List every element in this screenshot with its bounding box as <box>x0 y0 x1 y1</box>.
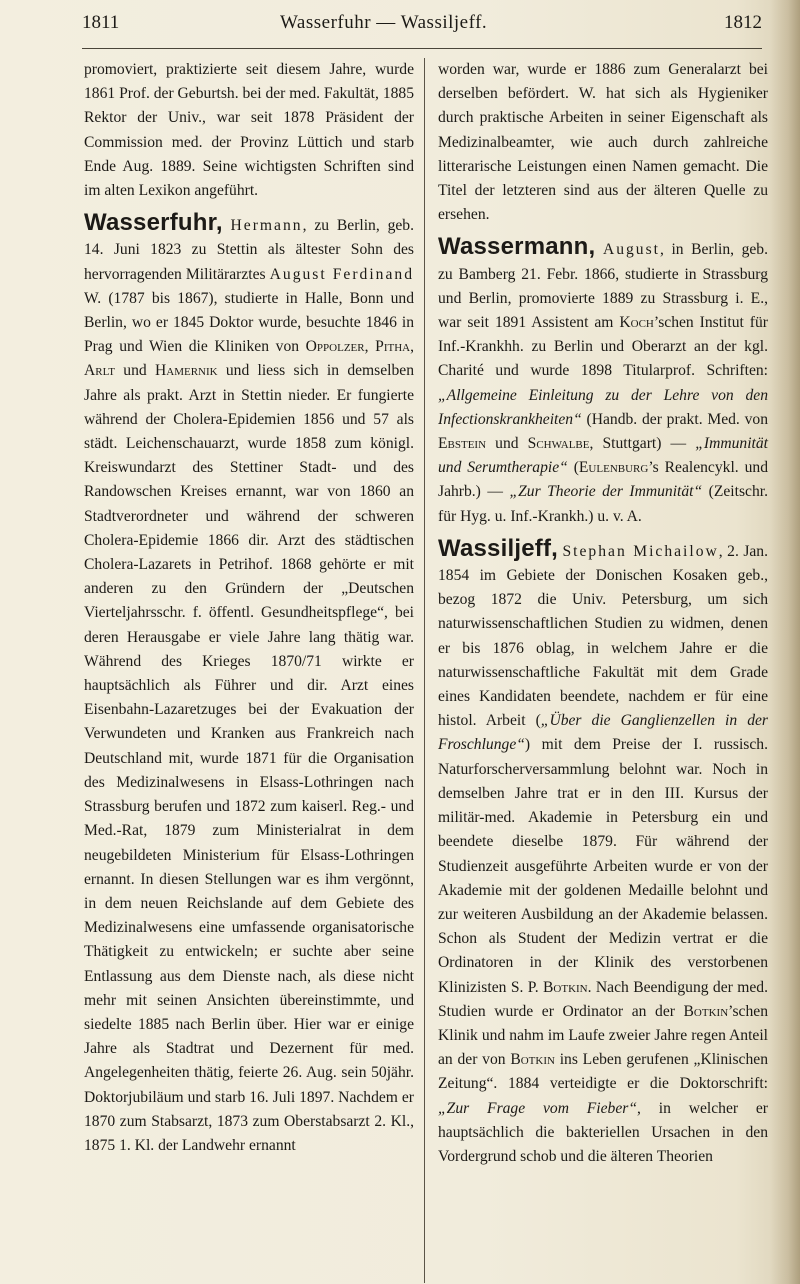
father-name: August Ferdinand <box>269 265 414 283</box>
entry-text: ’schen Klinik und nahm im Laufe zweier Jahre regen Anteil an der von <box>438 1002 768 1069</box>
entry-text: W. (1787 bis 1867), studierte in Halle, Bonn und Berlin, wo er 1845 Doktor wurde, besuchte 1846 in Prag und Wien die Kliniken von <box>84 289 414 356</box>
person-name: Botkin <box>510 1051 555 1069</box>
person-name: Koch <box>619 314 654 332</box>
entry-text: , zu Berlin, geb. 14. Juni 1823 zu Stettin als ältester Sohn des hervorragenden Militärarztes <box>84 217 414 283</box>
entry-text: und <box>486 435 528 453</box>
given-name: Stephan Michailow <box>562 542 719 560</box>
entry-text: (Zeitschr. für Hyg. u. Inf.-Krankh.) u. v. A. <box>438 483 768 525</box>
entry-name: Wasserfuhr, <box>84 209 223 237</box>
person-name: Ebstein <box>438 435 487 453</box>
page-number-right: 1812 <box>724 12 762 33</box>
work-title: „Immunität und Serumtherapie“ <box>438 435 769 477</box>
entry-text: (Handb. der prakt. Med. von <box>581 410 768 428</box>
entry-wassermann <box>438 235 768 528</box>
entry-text: ( <box>567 459 579 477</box>
person-name: Botkin <box>543 978 588 996</box>
entry-text: , in welcher er hauptsächlich die bakteriellen Ursachen in den Vordergrund schob und die älteren Theorien <box>438 1099 769 1165</box>
work-title: „Zur Theorie der Immunität“ <box>509 483 703 501</box>
given-name: August <box>602 241 660 259</box>
person-name: Eulenburg <box>578 459 649 477</box>
left-column <box>84 58 414 1158</box>
entry-text: und liess sich in demselben Jahre als prakt. Arzt in Stettin nieder. Er fungierte während der Cholera-Epidemien 1856 und 57 als städt. Leichenschauarzt, wurde 1858 zum königl. Kreiswundarzt des Stettiner Stadt- und des Randowschen Kreises ernannt, war von 1860 an Stadtverordneter und während der schweren Cholera-Epidemie 1866 dir. Arzt des städtischen Cholera-Lazarets in Petrihof. 1868 gehörte er mit anderen zu den Gründern der „Deutschen Vierteljahrsschr. f. öffentl. Gesundheitspflege“, bei deren Herausgabe er viele Jahre lang thätig war. Während des Krieges 1870/71 wirkte er hauptsächlich als Führer und dir. Arzt eines Eisenbahn-Lazaretzuges bei der Evakuation der Verwundeten und Kranken aus Frankreich nach Deutschland mit, wurde 1871 für die Organisation des Medizinalwesens in Elsass-Lothringen nach Strassburg berufen und 1872 zum kaiserl. Reg.- und Med.-Rat, 1879 zum Ministerialrat in dem neugebildeten Ministerium für Elsass-Lothringen ernannt. In diesen Stellungen war es ihm vergönnt, in dem neuen Reichslande auf dem Gebiete des Medizinalwesens eine umfassende organisatorische Thätigkeit zu entwickeln; er suchte aber seine Entlassung aus dem Dienste nach, als diese nicht mehr mit seinen Ansichten übereinstimmte, und siedelte 1885 nach Berlin über. Hier war er einige Jahre als Stadtrat und Dezernent für med. Angelegenheiten thätig, feierte 26. Aug. sein 50jähr. Doktorjubiläum und starb 16. Juli 1897. Nachdem er 1870 zum Stabsarzt, 1873 zum Oberstabsarzt 2. Kl., 1875 1. Kl. der Landwehr ernannt <box>84 362 415 1154</box>
entry-text: . Nach Beendigung der med. Studien wurde er Ordinator an der <box>438 978 768 1020</box>
entry-text: , 2. Jan. 1854 im Gebiete der Donischen Kosaken geb., bezog 1872 die Univ. Petersburg, um sich naturwissenschaftlichen Studien zu widmen, denen er bis 1876 oblag, in welchem Jahre er die naturwissenschaftliche Fakultät mit dem Grade eines Kandidaten beendete, nachdem er für eine histol. Arbeit ( <box>438 542 769 730</box>
person-name: Hamernik <box>154 362 218 380</box>
entry-text: ) mit dem Preise der I. russisch. Naturforscherversammlung belohnt war. Noch in demselben Jahre trat er in den III. Kursus der militär-med. Akademie in Petersburg ein und beendete dieselbe 1879. Für während der Studienzeit ausgeführte Arbeiten wurde er von der Akademie mit der goldenen Medaille belohnt und zur weiteren Ausbildung an der Akademie belassen. Schon als Student der Medizin vertrat er die Ordinatoren in der Klinik des verstorbenen Klinizisten S. P. <box>438 736 768 996</box>
entry-text: ’s Realencykl. und Jahrb.) — <box>438 459 768 501</box>
column-divider <box>424 58 425 1283</box>
continued-entry-text: promoviert, praktizierte seit diesem Jahre, wurde 1861 Prof. der Geburtsh. bei der med. Fakultät, 1885 Rektor der Univ., war seit 1878 Präsident der Commission med. der Provinz Lüttich und starb Ende Aug. 1889. Seine wichtigsten Schriften sind im alten Lexikon angeführt. <box>84 61 415 200</box>
page-header <box>82 6 762 46</box>
entry-text: und <box>115 362 155 380</box>
entry-name: Wassermann, <box>438 233 596 261</box>
entry-text: ’schen Institut für Inf.-Krankhh. zu Berlin und Oberarzt an der kgl. Charité und wurde 1898 Titularprof. Schriften: <box>438 314 768 380</box>
entry-name: Wassiljeff, <box>438 534 559 562</box>
header-rule <box>82 48 762 49</box>
page-edge-shadow <box>770 0 800 1284</box>
continued-entry-text: worden war, wurde er 1886 zum Generalarzt bei derselben befördert. W. hat sich als Hygieniker durch praktische Arbeiten in seiner Eigenschaft als Medizinalbeamter, wie auch durch zahlreiche litterarische Leistungen einen Namen gemacht. Die Titel der letzteren sind aus der älteren Quelle zu ersehen. <box>438 61 768 224</box>
person-names: Oppolzer, Pitha, Arlt <box>84 338 414 380</box>
work-title: „Allgemeine Einleitung zu der Lehre von den Infectionskrankheiten“ <box>438 386 768 428</box>
person-name: Botkin <box>683 1002 729 1020</box>
page-number-left: 1811 <box>82 12 120 33</box>
entry-text: ins Leben gerufenen „Klinischen Zeitung“. 1884 verteidigte er die Doktorschrift: <box>438 1051 768 1093</box>
entry-wasserfuhr <box>84 211 414 1158</box>
running-title: Wasserfuhr — Wassiljeff. <box>280 12 488 33</box>
work-title: „Zur Frage vom Fieber“ <box>438 1099 638 1117</box>
entry-wassiljeff <box>438 534 769 1169</box>
work-title: „Über die Ganglienzellen in der Froschlunge“ <box>438 712 768 754</box>
right-column <box>438 58 768 1169</box>
person-name: Schwalbe <box>527 435 590 453</box>
given-name: Hermann <box>230 217 303 235</box>
entry-text: , in Berlin, geb. zu Bamberg 21. Febr. 1866, studierte in Strassburg und Berlin, promovierte 1889 zu Strassburg i. E., war seit 1891 Assistent am <box>438 241 768 332</box>
entry-text: , Stuttgart) — <box>589 435 696 453</box>
